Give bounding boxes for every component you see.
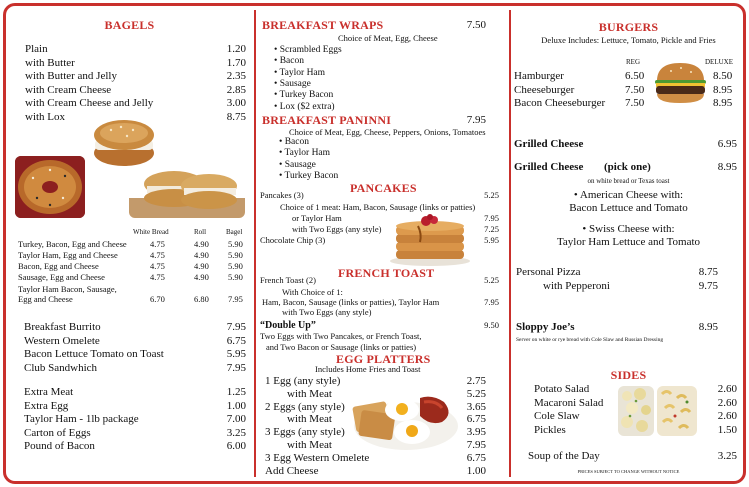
combo-roll-price: 6.80 [194,294,209,304]
egg-platter-price: 7.95 [466,439,486,451]
burgers-heading: BURGERS [598,20,659,34]
pancakes-line-4: with Two Eggs (any style) [292,224,382,234]
double-up-price: 9.50 [484,320,499,330]
menu-board [3,3,746,484]
wrap-option: • Taylor Ham [274,67,326,78]
bagel-item-name: with Lox [25,111,66,123]
wrap-option: • Sausage [274,78,311,89]
footer-price-note: PRICES SUBJECT TO CHANGE WITHOUT NOTICE [577,469,680,474]
grilled-option-2a-text: Swiss Cheese with: [589,223,675,235]
extra-item-name: Taylor Ham - 1lb package [24,413,139,425]
pancakes-line-3: or Taylor Ham [292,213,342,223]
personal-pizza-name: Personal Pizza [516,266,581,278]
bagel-cream-cheese-photo [91,113,157,169]
wrap-option-text: Taylor Ham [279,67,326,78]
egg-platter-price: 6.75 [466,413,486,426]
special-item-price: 5.95 [226,348,246,360]
grilled-cheese-pick-price: 8.95 [717,161,737,173]
bagel-item-name: with Butter and Jelly [25,70,117,83]
soup-of-day-name: Soup of the Day [528,450,600,462]
sandwich-bagel-price: 5.90 [228,239,243,249]
double-up-title: “Double Up” [260,320,316,331]
wrap-option-text: Bacon [279,56,304,67]
double-up-line-2: and Two Bacon or Sausage (links or patties) [266,342,417,352]
egg-platter-name: Add Cheese [265,464,319,477]
extra-item-price: 7.00 [226,413,246,425]
pancakes-line-5: Chocolate Chip (3) [260,235,326,245]
egg-platter-name: with Meat [287,413,332,426]
paninni-subtitle: Choice of Meat, Egg, Cheese, Peppers, Onions, Tomatoes [289,127,486,137]
bagel-item-price: 1.70 [226,56,246,69]
sandwich-row-name: Turkey, Bacon, Egg and Cheese [18,239,127,249]
paninni-option-text: Turkey Bacon [284,170,339,181]
french-toast-line-3: Ham, Bacon, Sausage (links or patties), Taylor Ham [262,297,440,307]
bagel-item-price: 1.20 [226,43,246,55]
burger-photo [653,61,708,105]
wraps-subtitle: Choice of Meat, Egg, Cheese [338,33,438,43]
grilled-cheese-pick-name: Grilled Cheese [514,161,584,173]
side-item-price: 2.60 [717,383,737,395]
bagel-item-name: with Cream Cheese and Jelly [25,97,154,110]
personal-pizza-price: 8.75 [698,266,718,278]
wrap-option: • Bacon [274,56,304,67]
bagels-heading: BAGELS [104,18,155,32]
soup-of-day-price: 3.25 [717,450,737,462]
egg-platter-price: 3.65 [466,400,486,413]
sandwich-white-price: 4.75 [150,261,165,271]
grilled-cheese-price: 6.95 [717,138,737,150]
pancakes-price-4: 7.25 [484,224,499,234]
header-roll: Roll [194,228,207,236]
wrap-option: • Turkey Bacon [274,90,334,101]
sloppy-joes-name: Sloppy Joe’s [516,321,575,333]
combo-bagel-price: 7.95 [228,294,243,304]
sandwich-roll-price: 4.90 [194,272,209,282]
special-item-price: 7.95 [226,361,246,374]
sandwich-bagel-price: 5.90 [228,261,243,271]
paninni-option: • Taylor Ham [279,148,331,159]
sandwich-bagel-price: 5.90 [228,272,243,282]
egg-platter-price: 3.95 [466,426,486,439]
french-toast-line-2: With Choice of 1: [282,287,343,297]
sloppy-joes-price: 8.95 [698,321,718,333]
bagel-item-price: 8.75 [226,111,246,123]
special-item-name: Club Sandwhich [24,361,98,374]
pancakes-heading: PANCAKES [350,181,417,195]
french-toast-price-1: 5.25 [484,275,499,285]
side-item-name: Pickles [534,423,566,436]
sandwich-white-price: 4.75 [150,250,165,260]
paninni-option: • Sausage [279,159,316,170]
paninni-option: • Turkey Bacon [279,170,339,181]
extra-item-name: Extra Meat [24,386,74,398]
extra-item-name: Pound of Bacon [24,440,95,452]
extra-item-name: Extra Egg [24,399,69,412]
egg-platter-price: 6.75 [466,451,486,464]
side-item-price: 1.50 [717,423,737,436]
burgers-deluxe-header: DELUXE [705,58,733,66]
paninni-option-text: Bacon [284,137,309,147]
wrap-option-text: Lox ($2 extra) [279,101,335,112]
sandwich-white-price: 4.75 [150,272,165,282]
wraps-price: 7.50 [466,19,486,31]
side-item-price: 2.60 [717,410,737,422]
double-up-line-1: Two Eggs with Two Pancakes, or French Toast, [260,331,422,341]
bagel-sandwich-photo [129,164,245,218]
egg-platter-price: 1.00 [466,464,486,477]
side-item-name: Potato Salad [534,383,590,395]
french-toast-line-4: with Two Eggs (any style) [282,307,372,317]
special-item-name: Bacon Lettuce Tomato on Toast [24,348,164,360]
sandwich-roll-price: 4.90 [194,239,209,249]
side-item-name: Macaroni Salad [534,396,604,409]
bagel-item-name: with Butter [25,56,75,69]
egg-platter-price: 5.25 [466,387,486,400]
combo-line-1: Taylor Ham Bacon, Sausage, [18,284,117,294]
side-item-price: 2.60 [717,396,737,409]
special-item-price: 6.75 [226,334,246,347]
french-toast-line-1: French Toast (2) [260,275,316,285]
paninni-price: 7.95 [466,114,486,126]
grilled-option-2b: Taylor Ham Lettuce and Tomato [556,236,701,248]
bagel-item-price: 3.00 [226,97,246,110]
macaroni-salad-photo [657,386,697,436]
sandwich-white-price: 4.75 [150,239,165,249]
burger-deluxe-price: 8.95 [713,97,733,109]
side-item-name: Cole Slaw [534,410,580,422]
combo-white-price: 6.70 [150,294,165,304]
burger-reg-price: 6.50 [625,70,645,82]
wrap-option: • Scrambled Eggs [274,45,342,55]
potato-salad-photo [618,386,654,436]
pancakes-line-1: Pancakes (3) [260,190,304,200]
burger-reg-price: 7.50 [625,83,645,96]
wrap-option: • Lox ($2 extra) [274,101,335,112]
pancake-stack-photo [388,212,472,266]
paninni-heading: BREAKFAST PANINNI [262,113,392,127]
header-white-bread: White Bread [133,228,169,236]
special-item-name: Western Omelete [24,334,100,347]
sides-heading: SIDES [610,368,647,382]
column-middle [256,6,508,481]
pizza-pepperoni-name: with Pepperoni [543,280,610,292]
egg-platters-heading: EGG PLATTERS [336,352,431,366]
column-left [6,6,253,481]
sandwich-row-name: Taylor Ham, Egg and Cheese [18,250,118,260]
wrap-option-text: Turkey Bacon [279,90,334,101]
grilled-cheese-bread-note: on white bread or Texas toast [587,177,670,185]
column-right [511,6,746,481]
sandwich-roll-price: 4.90 [194,261,209,271]
extra-item-price: 1.25 [226,386,246,398]
egg-platter-name: with Meat [287,439,332,451]
pancakes-price-3: 7.95 [484,213,499,223]
egg-platter-name: 2 Eggs (any style) [265,400,345,413]
pancakes-price-5: 5.95 [484,235,499,245]
egg-platter-name: 3 Eggs (any style) [265,426,345,439]
egg-platter-photo [350,388,460,452]
extra-item-price: 6.00 [226,440,246,452]
burger-deluxe-price: 8.95 [713,83,733,96]
grilled-option-1a-text: American Cheese with: [579,189,684,201]
burger-name: Cheeseburger [514,83,575,96]
pancakes-line-2: Choice of 1 meat: Ham, Bacon, Sausage (links or patties) [280,202,476,212]
burgers-subtitle: Deluxe Includes: Lettuce, Tomato, Pickle and Fries [541,35,716,45]
paninni-option: • Bacon [279,137,309,147]
header-bagel: Bagel [226,228,243,236]
special-item-name: Breakfast Burrito [24,321,101,333]
egg-platter-price: 2.75 [466,375,486,387]
burger-name: Bacon Cheeseburger [514,97,606,109]
grilled-option-1b: Bacon Lettuce and Tomato [569,202,688,214]
egg-platter-name: 3 Egg Western Omelete [265,451,370,464]
burger-name: Hamburger [514,70,564,82]
pizza-pepperoni-price: 9.75 [698,280,718,292]
burgers-reg-header: REG [626,58,640,66]
special-item-price: 7.95 [226,321,246,333]
burger-reg-price: 7.50 [625,97,645,109]
burger-deluxe-price: 8.50 [713,70,733,82]
egg-platter-name: with Meat [287,387,332,400]
paninni-option-text: Sausage [284,159,316,170]
sandwich-roll-price: 4.90 [194,250,209,260]
wrap-option-text: Scrambled Eggs [279,45,342,55]
paninni-option-text: Taylor Ham [284,148,331,159]
everything-bagel-photo [15,156,85,218]
bagel-item-price: 2.85 [226,83,246,96]
bagel-item-price: 2.35 [226,70,246,83]
sandwich-row-name: Sausage, Egg and Cheese [18,272,105,282]
extra-item-price: 1.00 [226,399,246,412]
sandwich-row-name: Bacon, Egg and Cheese [18,261,99,271]
bagel-item-name: with Cream Cheese [25,83,112,96]
grilled-option-2a: • Swiss Cheese with: [582,223,675,235]
extra-item-price: 3.25 [226,426,246,439]
french-toast-heading: FRENCH TOAST [338,266,435,280]
sandwich-bagel-price: 5.90 [228,250,243,260]
grilled-cheese-name: Grilled Cheese [514,138,584,150]
egg-platter-name: 1 Egg (any style) [265,375,341,387]
sloppy-joes-note: Server on white or rye bread with Cole Slaw and Russian Dressing [516,337,664,343]
pancakes-price-1: 5.25 [484,190,499,200]
egg-platters-subtitle: Includes Home Fries and Toast [315,364,421,374]
bagel-item-name: Plain [25,43,48,55]
combo-line-2: Egg and Cheese [18,294,73,304]
extra-item-name: Carton of Eggs [24,426,91,439]
grilled-option-1a: • American Cheese with: [573,189,684,201]
wrap-option-text: Sausage [279,78,311,89]
wraps-heading: BREAKFAST WRAPS [262,18,384,32]
grilled-cheese-pick-label: (pick one) [604,161,651,173]
french-toast-price-3: 7.95 [484,297,499,307]
